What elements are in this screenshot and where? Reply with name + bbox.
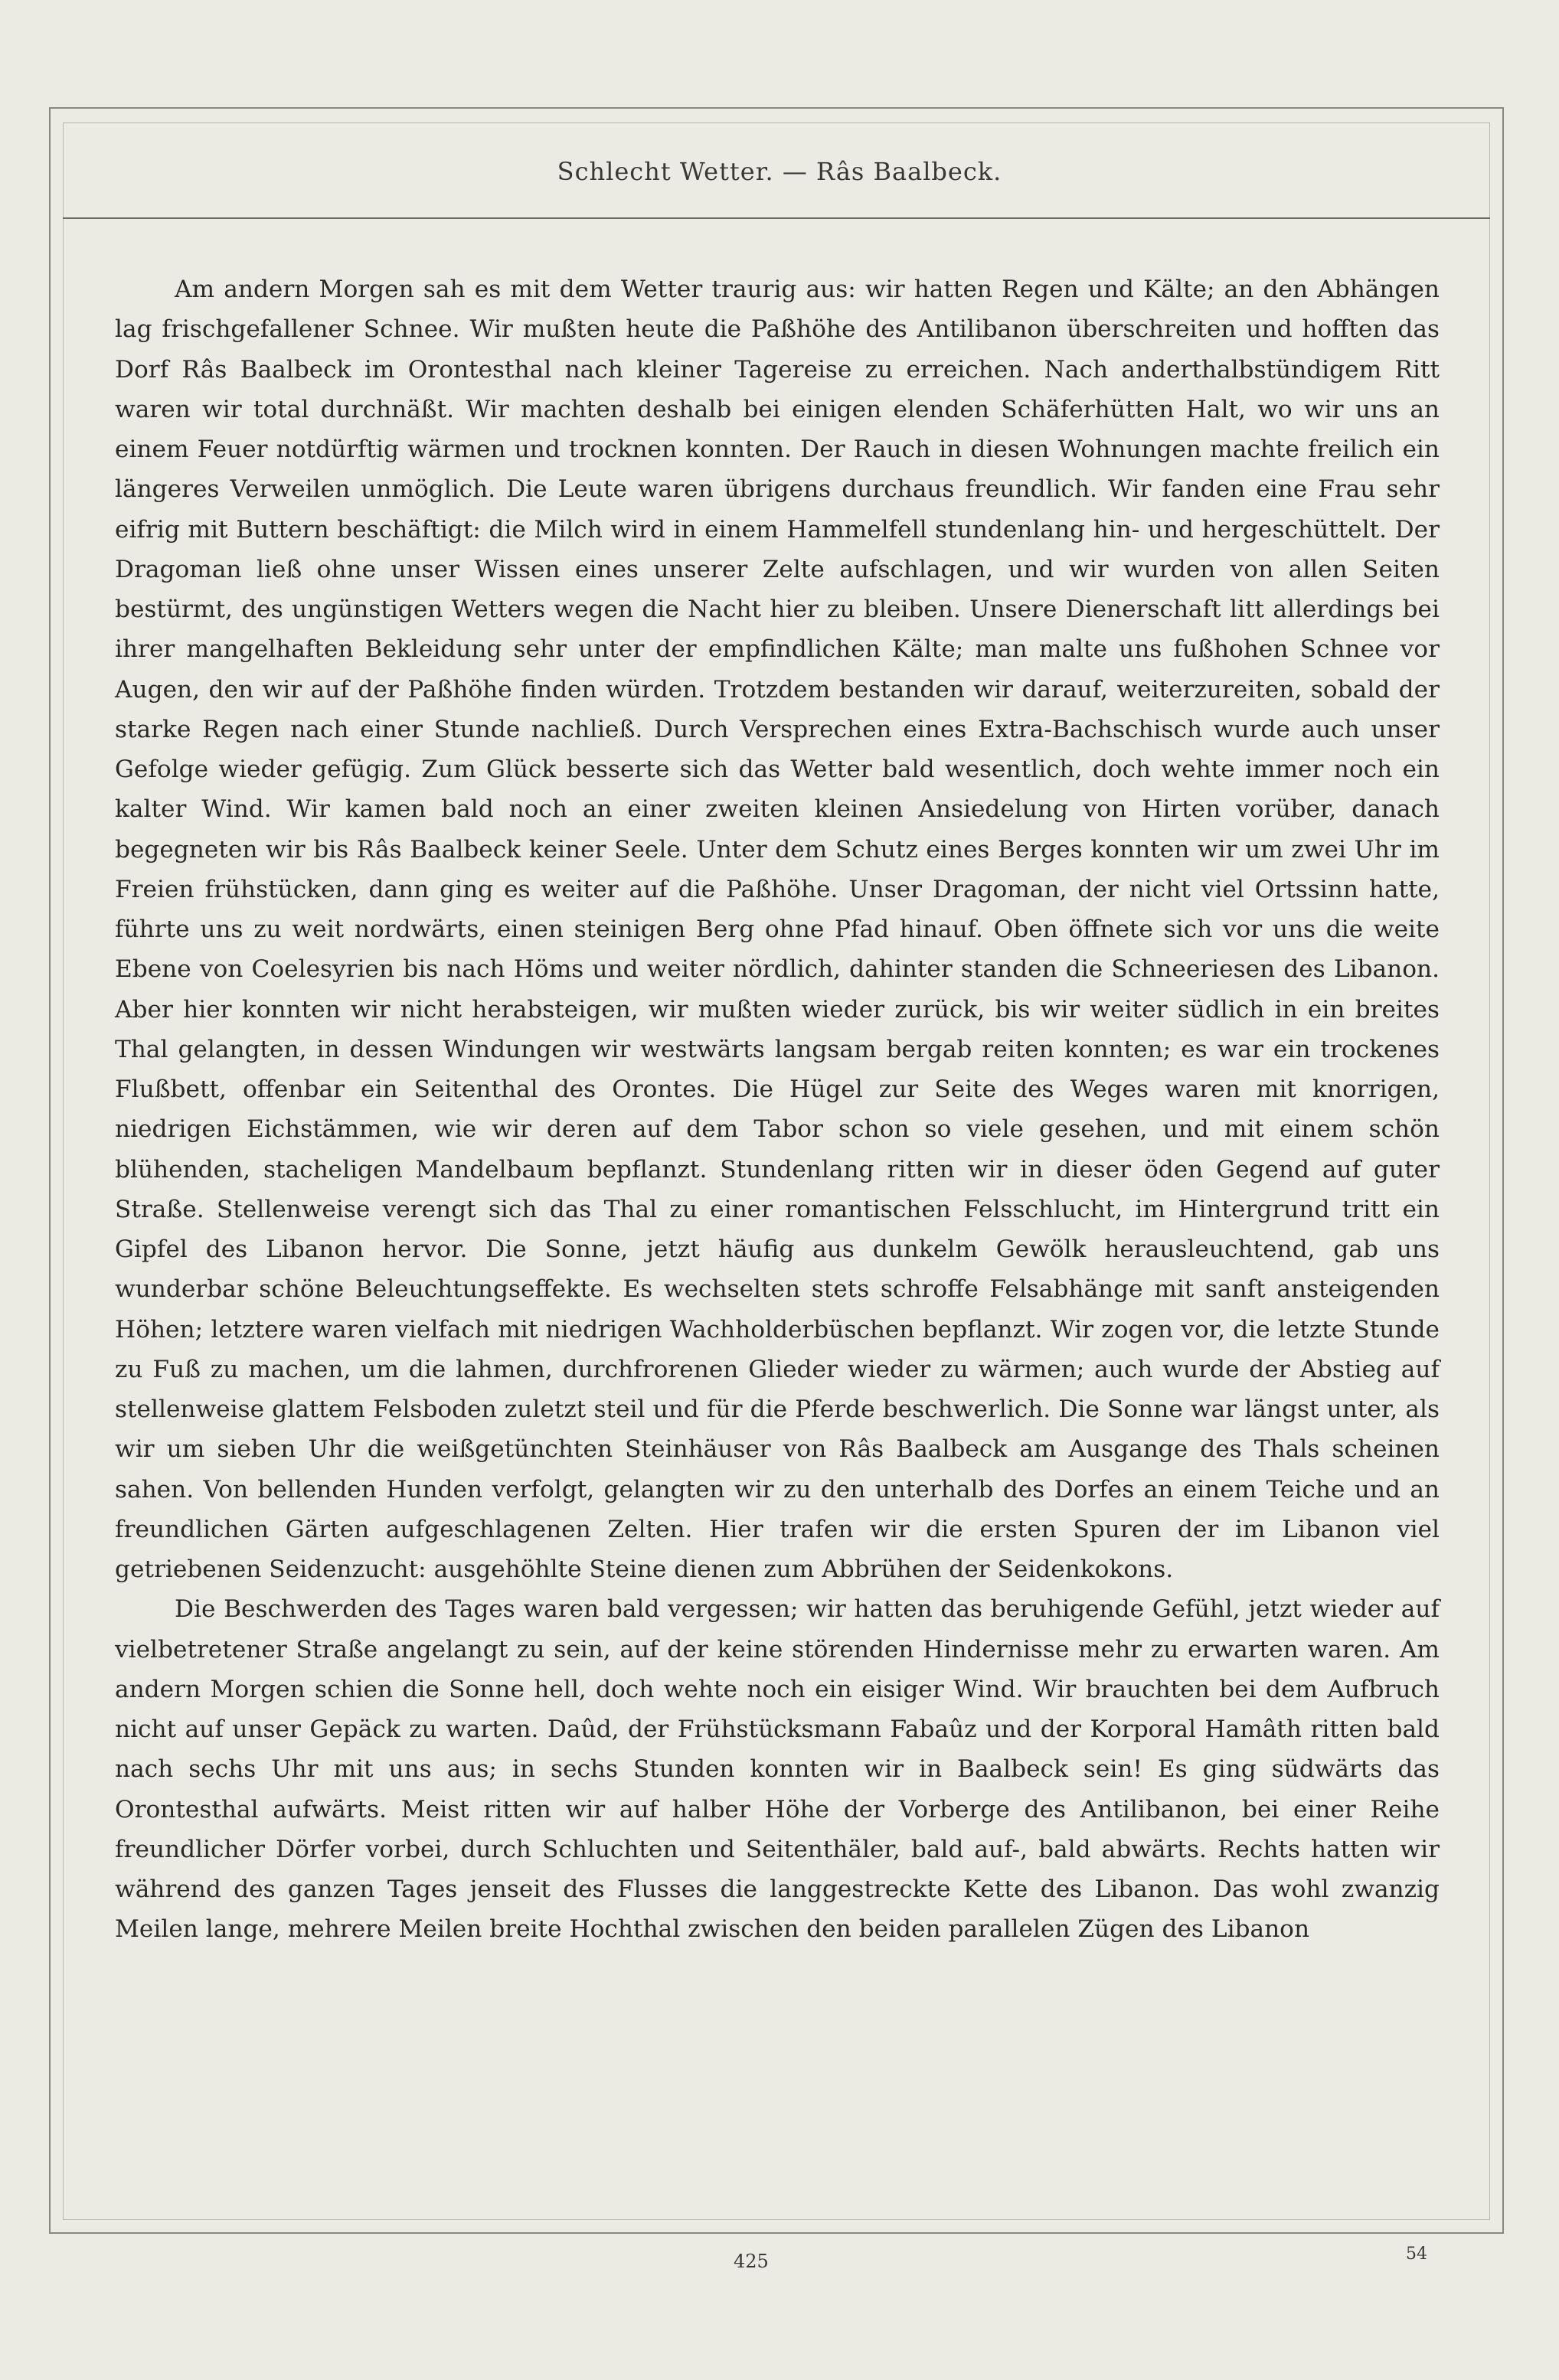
page-number: 425	[734, 2251, 769, 2272]
signature-mark: 54	[1406, 2245, 1427, 2264]
header-rule	[63, 217, 1490, 219]
body-text	[115, 269, 1440, 1950]
running-head: Schlecht Wetter. — Râs Baalbeck.	[557, 157, 1002, 186]
paragraph-1: Am andern Morgen sah es mit dem Wetter traurig aus: wir hatten Regen und Kälte; an den Abhängen lag frischgefallener Schnee. Wir mußten heute die Paßhöhe des Antilibanon überschreiten und hofften das Dorf Râs Baalbeck im Orontesthal nach kleiner Tagereise zu erreichen. Nach anderthalbstündigem Ritt waren wir total durchnäßt. Wir machten deshalb bei einigen elenden Schäferhütten Halt, wo wir uns an einem Feuer notdürftig wärmen und trocknen konnten. Der Rauch in diesen Wohnungen machte freilich ein längeres Verweilen unmöglich. Die Leute waren übrigens durchaus freundlich. Wir fanden eine Frau sehr eifrig mit Buttern beschäftigt: die Milch wird in einem Hammelfell stundenlang hin- und hergeschüttelt. Der Dragoman ließ ohne unser Wissen eines unserer Zelte aufschlagen, und wir wurden von allen Seiten bestürmt, des ungünstigen Wetters wegen die Nacht hier zu bleiben. Unsere Dienerschaft litt allerdings bei ihrer mangelhaften Bekleidung sehr unter der empfindlichen Kälte; man malte uns fußhohen Schnee vor Augen, den wir auf der Paßhöhe finden würden. Trotzdem bestanden wir darauf, weiterzureiten, sobald der starke Regen nach einer Stunde nachließ. Durch Versprechen eines Extra-Bachschisch wurde auch unser Gefolge wieder gefügig. Zum Glück besserte sich das Wetter bald wesentlich, doch wehte immer noch ein kalter Wind. Wir kamen bald noch an einer zweiten kleinen Ansiedelung von Hirten vorüber, danach begegneten wir bis Râs Baalbeck keiner Seele. Unter dem Schutz eines Berges konnten wir um zwei Uhr im Freien frühstücken, dann ging es weiter auf die Paßhöhe. Unser Dragoman, der nicht viel Ortssinn hatte, führte uns zu weit nordwärts, einen steinigen Berg ohne Pfad hinauf. Oben öffnete sich vor uns die weite Ebene von Coelesyrien bis nach Höms und weiter nördlich, dahinter standen die Schneeriesen des Libanon. Aber hier konnten wir nicht herabsteigen, wir mußten wieder zurück, bis wir weiter südlich in ein breites Thal gelangten, in dessen Windungen wir westwärts langsam bergab reiten konnten; es war ein trockenes Flußbett, offenbar ein Seitenthal des Orontes. Die Hügel zur Seite des Weges waren mit knorrigen, niedrigen Eichstämmen, wie wir deren auf dem Tabor schon so viele gesehen, und mit einem schön blühenden, stacheligen Mandelbaum bepflanzt. Stundenlang ritten wir in dieser öden Gegend auf guter Straße. Stellenweise verengt sich das Thal zu einer romantischen Felsschlucht, im Hintergrund tritt ein Gipfel des Libanon hervor. Die Sonne, jetzt häufig aus dunkelm Gewölk herausleuchtend, gab uns wunderbar schöne Beleuchtungseffekte. Es wechselten stets schroffe Felsabhänge mit sanft ansteigenden Höhen; letztere waren vielfach mit niedrigen Wachholderbüschen bepflanzt. Wir zogen vor, die letzte Stunde zu Fuß zu machen, um die lahmen, durchfrorenen Glieder wieder zu wärmen; auch wurde der Abstieg auf stellenweise glattem Felsboden zuletzt steil und für die Pferde beschwerlich. Die Sonne war längst unter, als wir um sieben Uhr die weißgetünchten Steinhäuser von Râs Baalbeck am Ausgange des Thals scheinen sahen. Von bellenden Hunden verfolgt, gelangten wir zu den unterhalb des Dorfes an einem Teiche und an freundlichen Gärten aufgeschlagenen Zelten. Hier trafen wir die ersten Spuren der im Libanon viel getriebenen Seidenzucht: ausgehöhlte Steine dienen zum Abbrühen der Seidenkokons.	[115, 276, 1440, 1583]
paragraph-2: Die Beschwerden des Tages waren bald vergessen; wir hatten das beruhigende Gefühl, jetzt wieder auf vielbetretener Straße angelangt zu sein, auf der keine störenden Hindernisse mehr zu erwarten waren. Am andern Morgen schien die Sonne hell, doch wehte noch ein eisiger Wind. Wir brauchten bei dem Aufbruch nicht auf unser Gepäck zu warten. Daûd, der Frühstücksmann Fabaûz und der Korporal Hamâth ritten bald nach sechs Uhr mit uns aus; in sechs Stunden konnten wir in Baalbeck sein! Es ging südwärts das Orontesthal aufwärts. Meist ritten wir auf halber Höhe der Vorberge des Antilibanon, bei einer Reihe freundlicher Dörfer vorbei, durch Schluchten und Seitenthäler, bald auf-, bald abwärts. Rechts hatten wir während des ganzen Tages jenseit des Flusses die langgestreckte Kette des Libanon. Das wohl zwanzig Meilen lange, mehrere Meilen breite Hochthal zwischen den beiden parallelen Zügen des Libanon	[115, 1595, 1440, 1944]
